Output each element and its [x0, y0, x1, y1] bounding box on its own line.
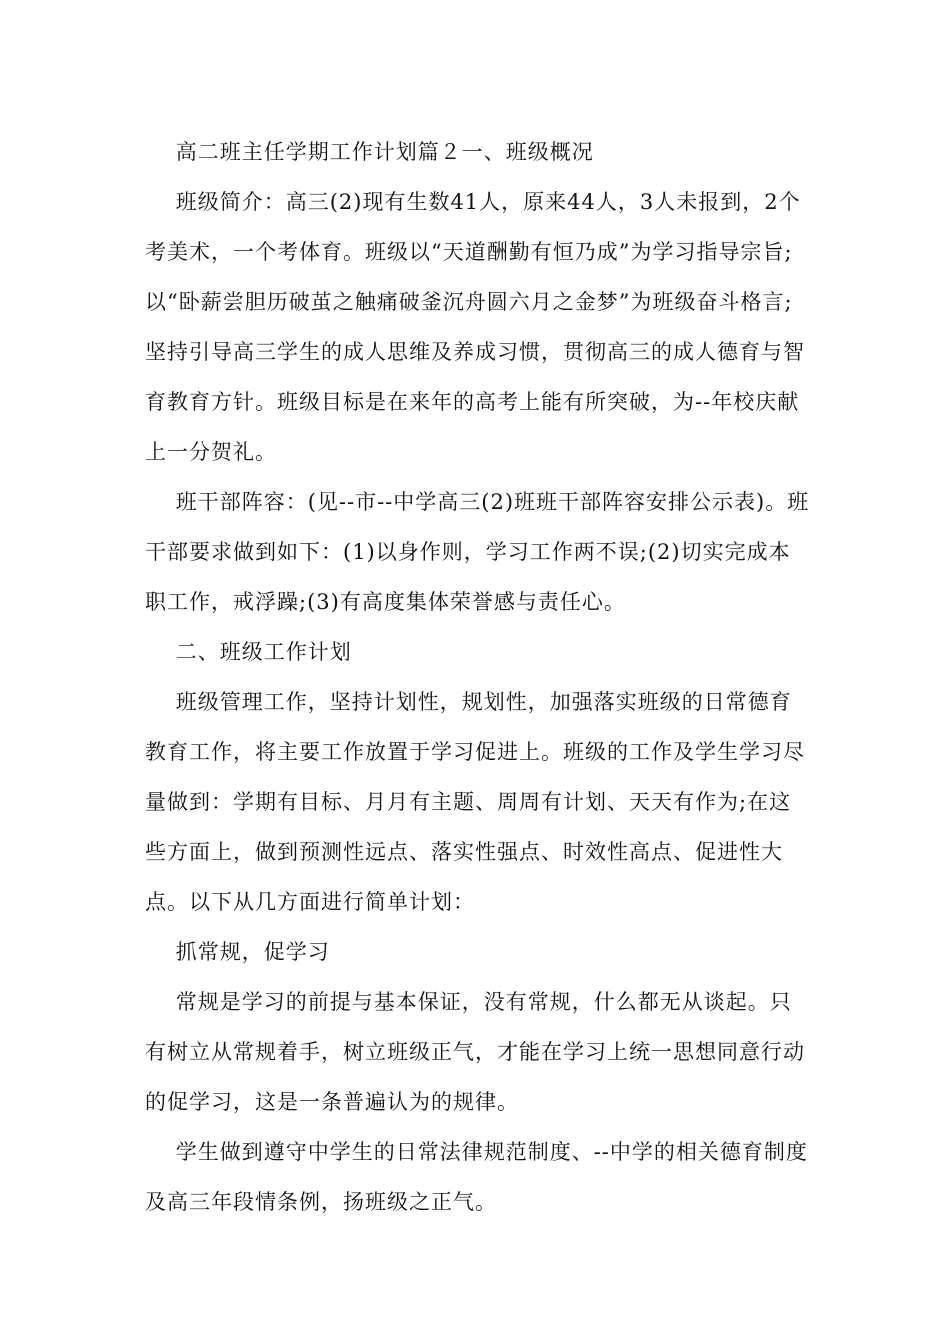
heading-class-overview: 高二班主任学期工作计划篇２一、班级概况: [145, 140, 594, 164]
subheading-routine: 抓常规，促学习: [145, 940, 330, 964]
heading-work-plan: 二、班级工作计划: [145, 640, 352, 664]
paragraph-routine: 常规是学习的前提与基本保证，没有常规，什么都无从谈起。只有树立从常规着手，树立班级正气，才能在学习上统一思想同意行动的促学习，这是一条普遍认为的规律。: [145, 990, 805, 1114]
paragraph-rules: 学生做到遵守中学生的日常法律规范制度、--中学的相关德育制度及高三年段情条例，扬班级之正气。: [145, 1140, 808, 1214]
paragraph-class-cadres: 班干部阵容：(见--市--中学高三(2)班班干部阵容安排公示表)。班干部要求做到如下：(1)以身作则，学习工作两不误;(2)切实完成本职工作，戒浮躁;(3)有高度集体荣誉感与责任心。: [145, 490, 810, 614]
paragraph-management: 班级管理工作，坚持计划性，规划性，加强落实班级的日常德育教育工作，将主要工作放置于学习促进上。班级的工作及学生学习尽量做到：学期有目标、月月有主题、周周有计划、天天有作为;在这些方面上，做到预测性远点、落实性强点、时效性高点、促进性大点。以下从几方面进行简单计划：: [145, 690, 805, 914]
paragraph-class-intro: 班级简介：高三(2)现有生数41人，原来44人，3人未报到，2个考美术，一个考体育。班级以“天道酬勤有恒乃成”为学习指导宗旨;以“卧薪尝胆历破茧之触痛破釜沉舟圆六月之金梦”为班级奋斗格言;坚持引导高三学生的成人思维及养成习惯，贯彻高三的成人德育与智育教育方针。班级目标是在来年的高考上能有所突破，为--年校庆献上一分贺礼。: [145, 190, 805, 464]
